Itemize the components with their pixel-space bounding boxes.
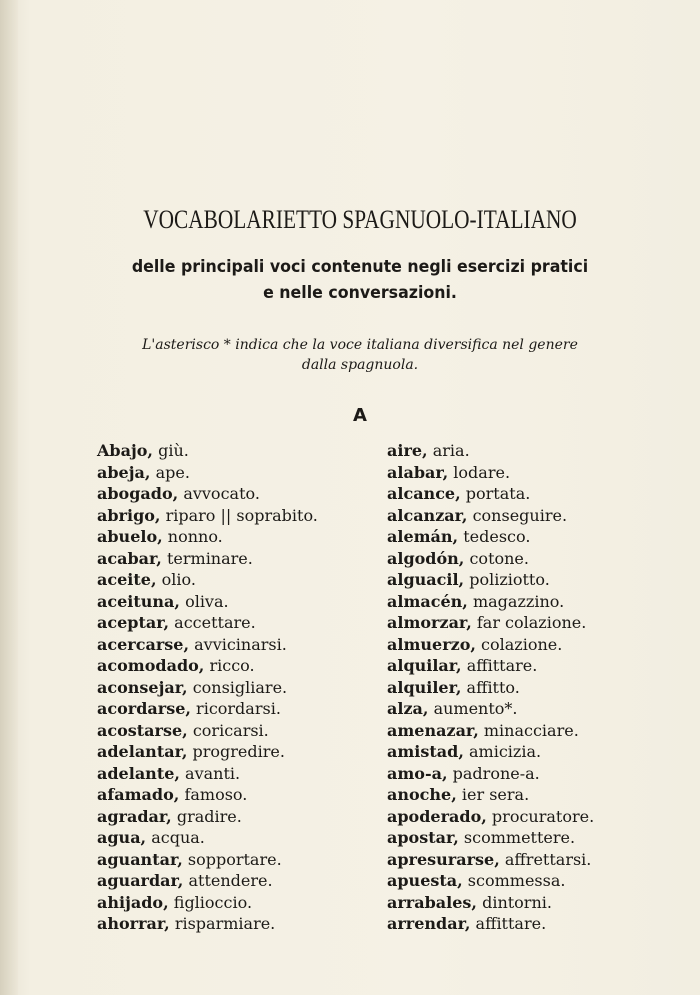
entry-term: alza, <box>387 699 429 718</box>
vocabulary-entry <box>97 892 318 914</box>
entry-meaning: scommettere. <box>463 828 576 847</box>
entry-term: abrigo, <box>97 505 161 525</box>
vocabulary-entry <box>97 569 318 591</box>
vocabulary-entry <box>97 612 318 634</box>
vocabulary-entry <box>387 612 594 634</box>
entry-meaning: avanti. <box>185 763 241 783</box>
entry-meaning: aumento*. <box>433 699 518 718</box>
vocabulary-entry <box>97 655 318 677</box>
entry-meaning: cotone. <box>469 548 529 568</box>
entry-term: aceptar, <box>97 613 170 632</box>
vocabulary-entry <box>97 462 318 484</box>
entry-term: algodón, <box>387 548 465 568</box>
entry-meaning: lodare. <box>453 462 511 482</box>
vocabulary-entry <box>387 827 594 849</box>
entry-meaning: avvicinarsi. <box>194 634 287 654</box>
page-binding-edge <box>0 0 18 995</box>
vocabulary-entry <box>387 440 594 462</box>
entry-meaning: ricco. <box>209 656 255 675</box>
vocabulary-entry <box>387 720 594 742</box>
entry-meaning: progredire. <box>192 742 285 761</box>
entry-meaning: amicizia. <box>469 742 542 761</box>
entry-term: alquiler, <box>387 677 462 697</box>
entry-meaning: conseguire. <box>472 505 568 525</box>
entry-term: acordarse, <box>97 699 191 718</box>
entry-term: acostarse, <box>97 720 188 740</box>
entry-meaning: acqua. <box>151 828 205 847</box>
vocabulary-entry <box>387 870 594 892</box>
entry-term: apuesta, <box>387 871 463 890</box>
entry-meaning: ricordarsi. <box>196 699 281 718</box>
entry-meaning: risparmiare. <box>174 914 276 933</box>
entry-meaning: aria. <box>432 441 470 460</box>
entry-term: almorzar, <box>387 613 472 632</box>
entry-meaning: portata. <box>465 484 531 503</box>
entry-term: aguardar, <box>97 871 184 890</box>
entry-term: aceite, <box>97 570 157 589</box>
entry-meaning: tedesco. <box>463 527 531 546</box>
entry-meaning: riparo || soprabito. <box>165 505 318 525</box>
right-entry-column <box>387 440 594 935</box>
vocabulary-entry <box>387 741 594 763</box>
vocabulary-entry <box>97 591 318 613</box>
vocabulary-entry <box>387 849 594 871</box>
entry-term: aire, <box>387 441 428 460</box>
entry-meaning: coricarsi. <box>192 720 269 740</box>
entry-meaning: affrettarsi. <box>504 849 592 869</box>
entry-term: alcanzar, <box>387 505 468 525</box>
entry-term: alquilar, <box>387 656 462 675</box>
entry-term: anoche, <box>387 785 457 804</box>
entry-term: aconsejar, <box>97 677 188 697</box>
vocabulary-entry <box>387 784 594 806</box>
asterisk-note-line-2: dalla spagnuola. <box>301 357 419 373</box>
entry-term: afamado, <box>97 785 180 804</box>
entry-meaning: terminare. <box>166 548 253 568</box>
entry-term: ahorrar, <box>97 914 170 933</box>
entry-term: aguantar, <box>97 849 183 869</box>
entry-meaning: accettare. <box>174 613 256 632</box>
vocabulary-title: VOCABOLARIETTO SPAGNUOLO-ITALIANO <box>143 205 577 234</box>
vocabulary-entry <box>97 505 318 527</box>
entry-term: arrendar, <box>387 914 471 933</box>
vocabulary-entry <box>97 634 318 656</box>
entry-meaning: sopportare. <box>187 849 282 869</box>
entry-meaning: poliziotto. <box>469 570 550 589</box>
entry-term: almuerzo, <box>387 634 476 654</box>
entry-term: abuelo, <box>97 527 163 546</box>
entry-term: apoderado, <box>387 806 487 826</box>
vocabulary-entry <box>97 806 318 828</box>
vocabulary-entry <box>97 720 318 742</box>
vocabulary-entry <box>387 569 594 591</box>
entry-meaning: consigliare. <box>192 677 288 697</box>
entry-meaning: attendere. <box>188 871 273 890</box>
entry-meaning: affittare. <box>466 656 538 675</box>
vocabulary-entry <box>97 849 318 871</box>
entry-term: alcance, <box>387 484 461 503</box>
vocabulary-entry <box>97 548 318 570</box>
vocabulary-entry <box>97 913 318 935</box>
entry-meaning: nonno. <box>167 527 223 546</box>
entry-meaning: affittare. <box>475 914 547 933</box>
entry-term: alguacil, <box>387 570 465 589</box>
entry-term: abogado, <box>97 484 179 503</box>
section-letter: A <box>353 405 367 426</box>
entry-meaning: magazzino. <box>472 591 565 611</box>
vocabulary-entry <box>387 634 594 656</box>
vocabulary-entry <box>97 483 318 505</box>
vocabulary-entry <box>387 892 594 914</box>
entry-meaning: oliva. <box>185 591 229 611</box>
entry-meaning: affitto. <box>466 677 520 697</box>
entry-term: alabar, <box>387 462 449 482</box>
entry-meaning: scommessa. <box>467 871 566 890</box>
vocabulary-entry <box>387 548 594 570</box>
vocabulary-entry <box>97 827 318 849</box>
asterisk-note-line-1: L'asterisco * indica che la voce italiana diversifica nel genere <box>142 337 578 353</box>
vocabulary-entry <box>97 784 318 806</box>
entry-term: alemán, <box>387 527 459 546</box>
entry-meaning: minacciare. <box>483 720 579 740</box>
entry-meaning: padrone-a. <box>452 763 540 783</box>
vocabulary-entry <box>97 677 318 699</box>
entry-term: amo-a, <box>387 763 448 783</box>
entry-meaning: ape. <box>155 462 190 482</box>
entry-term: adelantar, <box>97 742 188 761</box>
entry-term: agua, <box>97 828 147 847</box>
entry-term: acercarse, <box>97 634 190 654</box>
vocabulary-entry <box>97 763 318 785</box>
entry-meaning: ier sera. <box>461 785 530 804</box>
entry-meaning: dintorni. <box>482 892 552 912</box>
vocabulary-entry <box>387 505 594 527</box>
entry-meaning: gradire. <box>176 806 242 826</box>
subtitle-line-2: e nelle conversazioni. <box>263 283 457 303</box>
entry-term: apresurarse, <box>387 849 500 869</box>
entry-meaning: famoso. <box>184 785 248 804</box>
entry-term: ahijado, <box>97 892 169 912</box>
entry-term: amistad, <box>387 742 464 761</box>
entry-meaning: far colazione. <box>476 613 587 632</box>
entry-meaning: avvocato. <box>183 484 260 503</box>
entry-term: arrabales, <box>387 892 477 912</box>
entry-term: adelante, <box>97 763 180 783</box>
entry-term: Abajo, <box>97 441 153 460</box>
entry-term: amenazar, <box>387 720 479 740</box>
vocabulary-entry <box>387 462 594 484</box>
vocabulary-entry <box>97 698 318 720</box>
entry-term: aceituna, <box>97 591 180 611</box>
entry-meaning: olio. <box>161 570 196 589</box>
entry-term: almacén, <box>387 591 468 611</box>
vocabulary-entry <box>387 913 594 935</box>
entry-term: agradar, <box>97 806 172 826</box>
vocabulary-entry <box>97 870 318 892</box>
entry-term: acabar, <box>97 548 162 568</box>
vocabulary-entry <box>387 677 594 699</box>
entry-term: apostar, <box>387 828 459 847</box>
entry-meaning: giù. <box>158 441 189 460</box>
entry-term: abeja, <box>97 462 151 482</box>
entry-meaning: colazione. <box>481 634 563 654</box>
vocabulary-entry <box>387 698 594 720</box>
vocabulary-entry <box>97 741 318 763</box>
vocabulary-entry <box>387 526 594 548</box>
vocabulary-entry <box>97 526 318 548</box>
left-entry-column <box>97 440 318 935</box>
vocabulary-entry <box>387 655 594 677</box>
subtitle-line-1: delle principali voci contenute negli esercizi pratici <box>131 257 589 277</box>
vocabulary-entry <box>387 591 594 613</box>
vocabulary-entry <box>387 806 594 828</box>
vocabulary-entry <box>97 440 318 462</box>
vocabulary-entry <box>387 763 594 785</box>
vocabulary-entry <box>387 483 594 505</box>
entry-meaning: procuratore. <box>491 806 595 826</box>
entry-meaning: figlioccio. <box>173 892 253 912</box>
entry-term: acomodado, <box>97 656 205 675</box>
